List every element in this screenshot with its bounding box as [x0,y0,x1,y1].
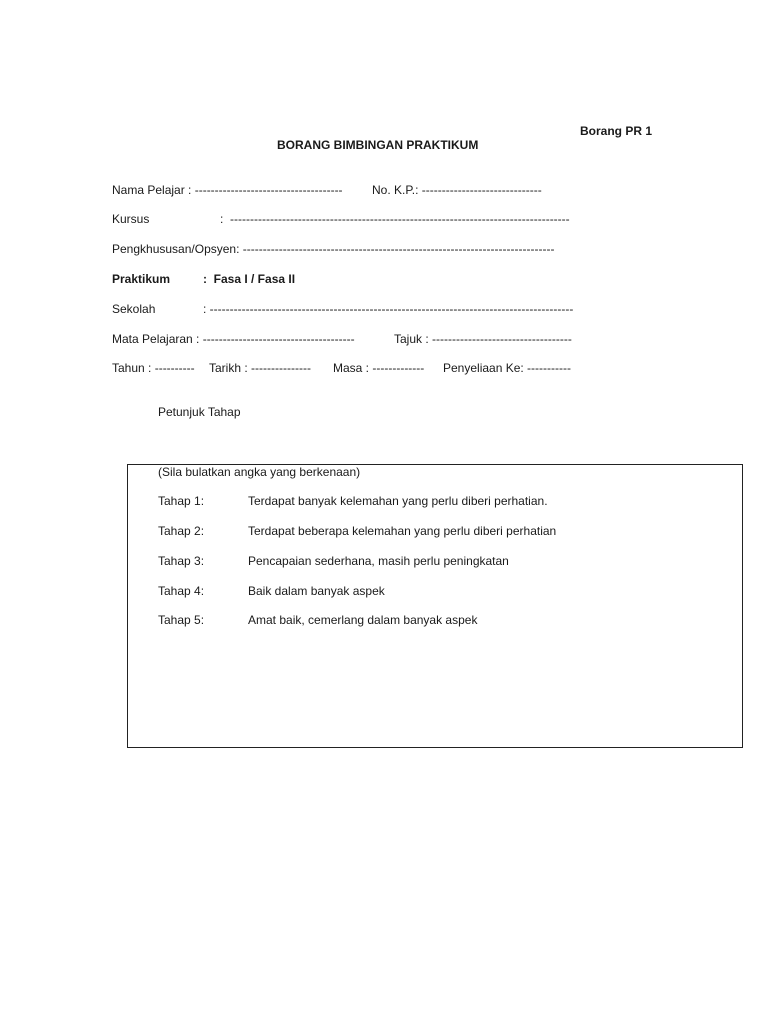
tahap-label: Tahap 1: [158,494,205,508]
page-title: BORANG BIMBINGAN PRAKTIKUM [277,138,479,152]
tahap-label: Tahap 3: [158,554,205,568]
no-kp-field: No. K.P.: ------------------------------ [372,183,542,197]
masa-field: Masa : ------------- [333,361,425,375]
kursus-label: Kursus [112,212,150,226]
mata-pelajaran-field: Mata Pelajaran : -------------------------------------- [112,332,355,346]
tahap-desc: Amat baik, cemerlang dalam banyak aspek [248,613,478,627]
tahap-desc: Baik dalam banyak aspek [248,584,385,598]
tajuk-field: Tajuk : ----------------------------------- [394,332,572,346]
form-code: Borang PR 1 [580,124,653,138]
praktikum-value: : Fasa I / Fasa II [203,272,296,286]
sekolah-field: : ------------------------------------------------------------------------------------------- [203,302,574,316]
tarikh-field: Tarikh : --------------- [209,361,311,375]
sekolah-label: Sekolah [112,302,156,316]
tahap-instruction: (Sila bulatkan angka yang berkenaan) [158,465,361,479]
tahap-label: Tahap 2: [158,524,205,538]
nama-pelajar-field: Nama Pelajar : ------------------------------------- [112,183,343,197]
tahap-label: Tahap 5: [158,613,205,627]
petunjuk-heading: Petunjuk Tahap [158,405,241,419]
penyeliaan-field: Penyeliaan Ke: ----------- [443,361,572,375]
tahap-desc: Terdapat beberapa kelemahan yang perlu diberi perhatian [248,524,557,538]
kursus-field: : ------------------------------------------------------------------------------------- [220,212,570,226]
tahap-desc: Pencapaian sederhana, masih perlu peningkatan [248,554,509,568]
tahap-label: Tahap 4: [158,584,205,598]
praktikum-label: Praktikum [112,272,171,286]
tahun-field: Tahun : ---------- [112,361,195,375]
pengkhususan-field: Pengkhususan/Opsyen: ------------------------------------------------------------------------------ [112,242,555,256]
tahap-desc: Terdapat banyak kelemahan yang perlu diberi perhatian. [248,494,548,508]
